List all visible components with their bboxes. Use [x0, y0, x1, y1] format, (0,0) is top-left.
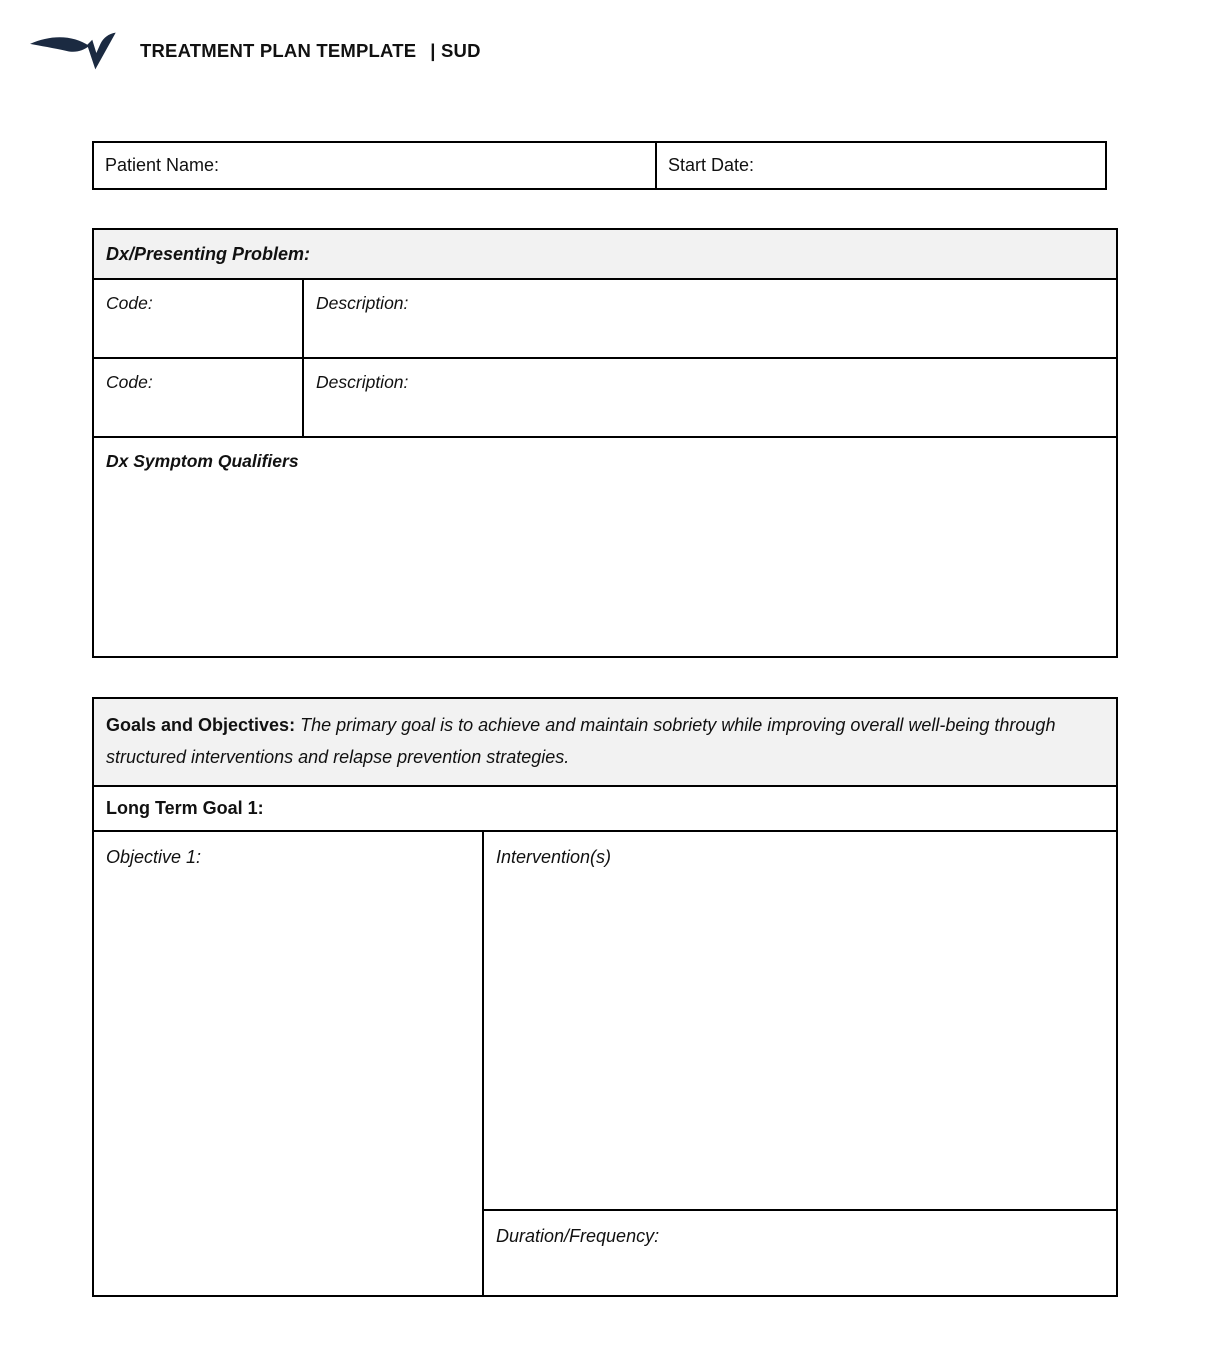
- goals-description-text: The primary goal is to achieve and maintain sobriety while improving overall well-being through structured interventions and relapse prevention strategies.: [106, 715, 1056, 767]
- page-title: [140, 40, 481, 62]
- dx-symptom-qualifiers-field[interactable]: [94, 438, 1116, 656]
- dx-description-label-1: Description:: [316, 293, 409, 313]
- dx-row-2: [94, 359, 1116, 438]
- goals-objectives-table: [92, 697, 1118, 1297]
- duration-frequency-label: Duration/Frequency:: [496, 1226, 660, 1246]
- dx-section-header: [94, 230, 1116, 280]
- dx-row-1: [94, 280, 1116, 359]
- goals-section-header: [94, 699, 1116, 787]
- dx-code-label-2: Code:: [106, 372, 153, 392]
- start-date-label: Start Date:: [668, 155, 755, 175]
- intervention-label: Intervention(s): [496, 847, 612, 867]
- dx-symptom-qualifiers-label: Dx Symptom Qualifiers: [106, 451, 299, 471]
- intervention-field[interactable]: [484, 832, 1116, 1211]
- long-term-goal-field[interactable]: [94, 787, 1116, 832]
- objective-field[interactable]: [94, 832, 484, 1295]
- dx-code-field-2[interactable]: [94, 359, 304, 436]
- page-title-main: TREATMENT PLAN TEMPLATE: [140, 40, 417, 61]
- dx-presenting-problem-table: [92, 228, 1118, 658]
- patient-name-field[interactable]: [94, 143, 657, 188]
- patient-name-label: Patient Name:: [105, 155, 220, 175]
- dx-description-field-1[interactable]: [304, 280, 1116, 357]
- goals-heading-label: Goals and Objectives:: [106, 715, 296, 735]
- brand-logo-icon: [28, 26, 130, 76]
- long-term-goal-label: Long Term Goal 1:: [106, 798, 264, 818]
- start-date-field[interactable]: [657, 143, 1105, 188]
- patient-info-table: [92, 141, 1107, 190]
- intervention-column: [484, 832, 1116, 1295]
- page-title-tag: | SUD: [430, 40, 481, 61]
- dx-code-field-1[interactable]: [94, 280, 304, 357]
- duration-frequency-field[interactable]: [484, 1211, 1116, 1295]
- dx-section-header-label: Dx/Presenting Problem:: [106, 243, 311, 264]
- brand-header: [28, 26, 481, 76]
- dx-code-label-1: Code:: [106, 293, 153, 313]
- dx-description-field-2[interactable]: [304, 359, 1116, 436]
- objective-label: Objective 1:: [106, 847, 202, 867]
- goals-body: [94, 832, 1116, 1295]
- dx-description-label-2: Description:: [316, 372, 409, 392]
